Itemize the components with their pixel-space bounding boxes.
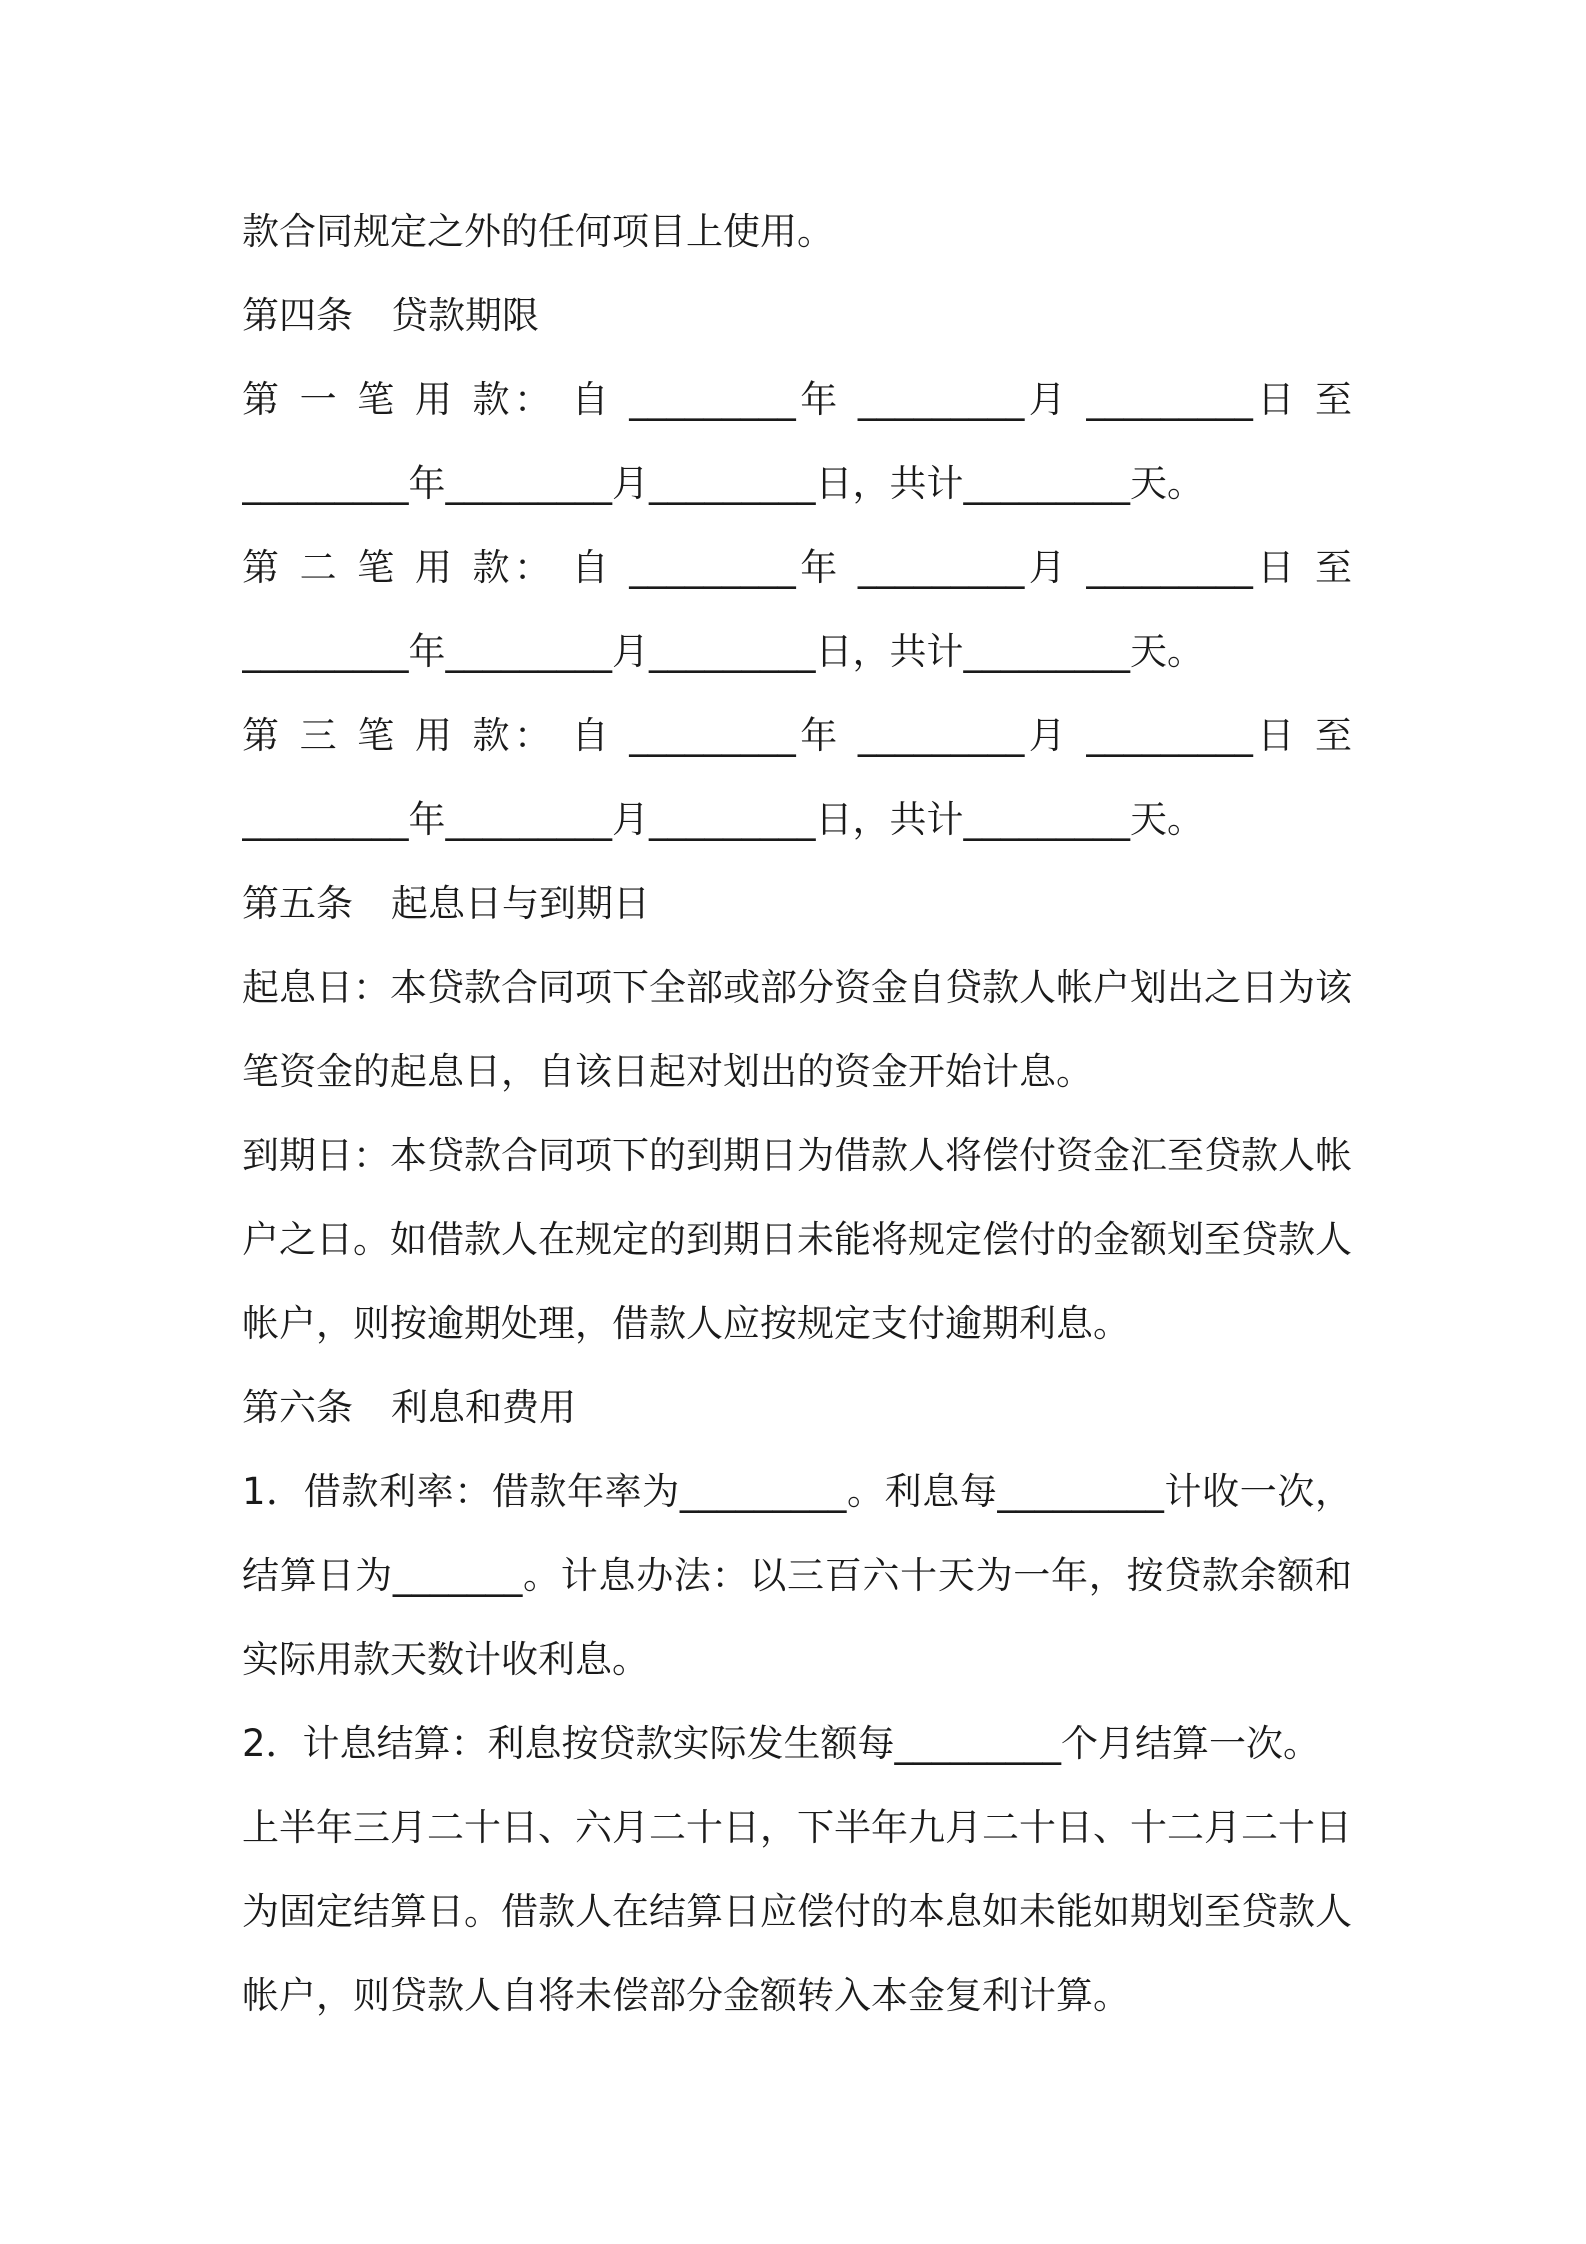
paragraph-line: 到期日：本贷款合同项下的到期日为借款人将偿付资金汇至贷款人帐 [242, 1134, 1352, 1177]
paragraph-line: 实际用款天数计收利息。 [242, 1638, 649, 1681]
article-number: 第六条 [242, 1386, 353, 1429]
tranche2-line1: 第 二 笔 用 款： 自 _________年 _________月 _________日 至 [242, 546, 1352, 589]
paragraph-line: 笔资金的起息日，自该日起对划出的资金开始计息。 [242, 1050, 1093, 1093]
tranche1-line2: _________年_________月_________日，共计_________天。 [242, 462, 1204, 505]
article6-heading [242, 1366, 1352, 1450]
paragraph-line: 1．借款利率：借款年率为_________。利息每_________计收一次， [242, 1470, 1352, 1513]
paragraph-line: 户之日。如借款人在规定的到期日未能将规定偿付的金额划至贷款人 [242, 1218, 1352, 1261]
tranche2-line2: _________年_________月_________日，共计_________天。 [242, 630, 1204, 673]
article5-heading [242, 862, 1352, 946]
document-page [242, 190, 1352, 2038]
article-number: 第四条 [242, 294, 353, 337]
article-number: 第五条 [242, 882, 353, 925]
article-title: 利息和费用 [391, 1386, 576, 1429]
paragraph-line: 为固定结算日。借款人在结算日应偿付的本息如未能如期划至贷款人 [242, 1890, 1352, 1933]
paragraph-line: 结算日为_______。计息办法：以三百六十天为一年，按贷款余额和 [242, 1554, 1352, 1597]
tranche3-line2: _________年_________月_________日，共计_________天。 [242, 798, 1204, 841]
article4-heading [242, 274, 1352, 358]
paragraph-line: 2．计息结算：利息按贷款实际发生额每_________个月结算一次。 [242, 1722, 1321, 1765]
continuation-line: 款合同规定之外的任何项目上使用。 [242, 210, 834, 253]
paragraph-line: 帐户，则按逾期处理，借款人应按规定支付逾期利息。 [242, 1302, 1130, 1345]
paragraph-line: 上半年三月二十日、六月二十日，下半年九月二十日、十二月二十日 [242, 1806, 1352, 1849]
paragraph-line: 起息日：本贷款合同项下全部或部分资金自贷款人帐户划出之日为该 [242, 966, 1352, 1009]
paragraph-line: 帐户，则贷款人自将未偿部分金额转入本金复利计算。 [242, 1974, 1130, 2017]
article-title: 起息日与到期日 [391, 882, 650, 925]
article-title: 贷款期限 [391, 294, 539, 337]
tranche3-line1: 第 三 笔 用 款： 自 _________年 _________月 _________日 至 [242, 714, 1352, 757]
tranche1-line1: 第 一 笔 用 款： 自 _________年 _________月 _________日 至 [242, 378, 1352, 421]
